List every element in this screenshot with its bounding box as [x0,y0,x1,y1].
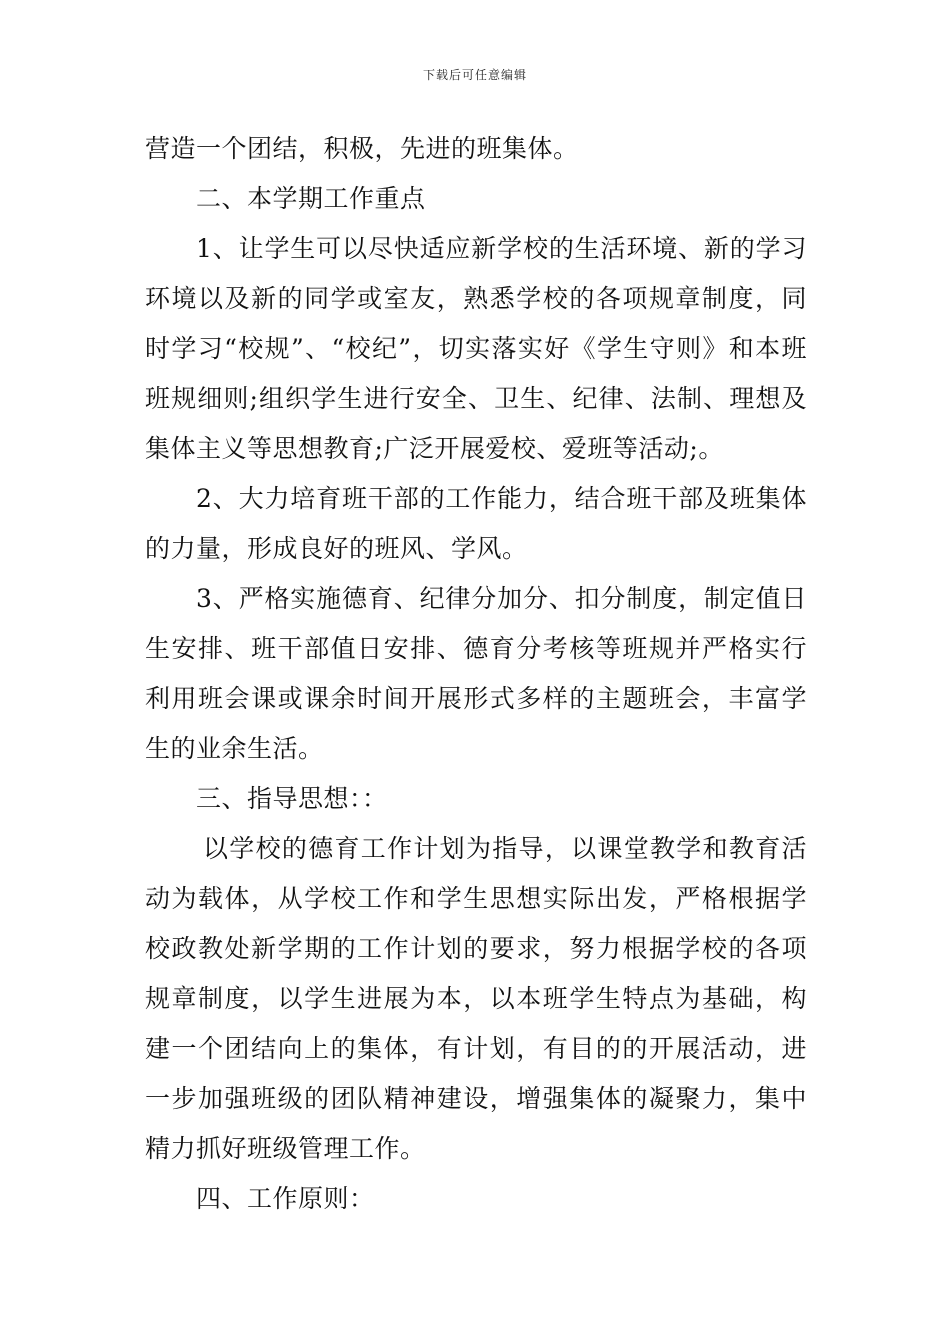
section-heading-2: 二、本学期工作重点 [196,184,426,213]
paragraph-item-1: 1、让学生可以尽快适应新学校的生活环境、新的学习环境以及新的同学或室友，熟悉学校的各项规章制度，同时学习“校规”、“校纪”，切实落实好《学生守则》和本班班规细则;组织学生进行安全、卫生、纪律、法制、理想及集体主义等思想教育;广泛开展爱校、爱班等活动;。 [145,234,807,463]
section-heading-4: 四、工作原则： [196,1184,375,1213]
document-body [145,124,807,1224]
paragraph-continuation: 营造一个团结，积极，先进的班集体。 [145,134,579,163]
section-heading-3: 三、指导思想：： [196,784,388,813]
paragraph-item-2: 2、大力培育班干部的工作能力，结合班干部及班集体的力量，形成良好的班风、学风。 [145,484,807,563]
paragraph-guiding-ideology: 以学校的德育工作计划为指导，以课堂教学和教育活动为载体，从学校工作和学生思想实际出发，严格根据学校政教处新学期的工作计划的要求，努力根据学校的各项规章制度，以学生进展为本，以本班学生特点为基础，构建一个团结向上的集体，有计划，有目的的开展活动，进一步加强班级的团队精神建设，增强集体的凝聚力，集中精力抓好班级管理工作。 [145,834,807,1163]
download-note: 下载后可任意编辑 [422,68,527,82]
paragraph-item-3: 3、严格实施德育、纪律分加分、扣分制度，制定值日生安排、班干部值日安排、德育分考核等班规并严格实行利用班会课或课余时间开展形式多样的主题班会，丰富学生的业余生活。 [145,584,807,763]
